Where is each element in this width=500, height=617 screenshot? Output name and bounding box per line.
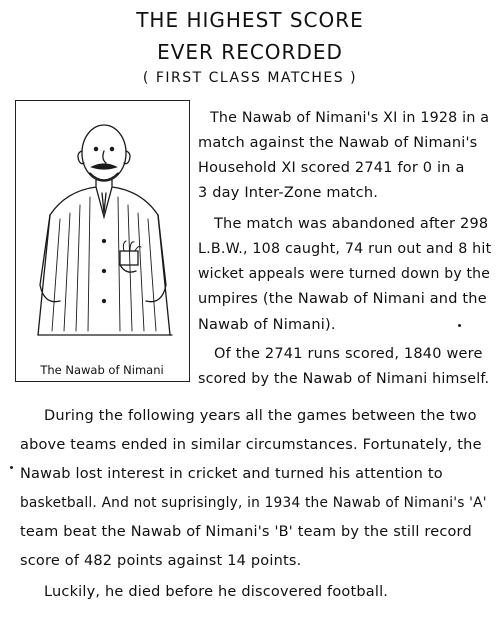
title-line-2: EVER RECORDED [157,40,343,64]
paragraph1-line-4: 3 day Inter-Zone match. [198,185,379,201]
paragraph2-line-1: The match was abandoned after 298 [214,216,489,232]
paragraph4-line-4: basketball. And not suprisingly, in 1934 the Nawab of Nimani's 'A' [20,495,487,511]
paragraph5-line-1: Luckily, he died before he discovered football. [44,584,389,600]
paragraph4-line-6: score of 482 points against 14 points. [20,553,302,569]
paragraph1-line-1: The Nawab of Nimani's XI in 1928 in a [210,110,490,126]
nawab-portrait-frame [15,100,190,382]
paragraph2-line-3: wicket appeals were turned down by the [198,266,491,282]
paragraph4-line-3: Nawab lost interest in cricket and turned his attention to [20,466,443,482]
paragraph4-line-5: team beat the Nawab of Nimani's 'B' team by the still record [20,524,472,540]
paragraph1-line-2: match against the Nawab of Nimani's [198,135,478,151]
ink-dot [458,324,461,327]
paragraph4-line-2: above teams ended in similar circumstances. Fortunately, the [20,437,482,453]
paragraph2-line-4: umpires (the Nawab of Nimani and the [198,291,487,307]
paragraph1-line-3: Household XI scored 2741 for 0 in a [198,160,465,176]
paragraph3-line-2: scored by the Nawab of Nimani himself. [198,371,490,387]
paragraph4-line-1: During the following years all the games between the two [44,408,477,424]
title-line-1: THE HIGHEST SCORE [136,8,364,32]
portrait-caption: The Nawab of Nimani [40,363,164,377]
ink-dot [10,466,13,469]
title-subtitle: ( FIRST CLASS MATCHES ) [142,70,358,86]
paragraph2-line-5: Nawab of Nimani). [198,317,336,333]
nawab-portrait-illustration [16,101,188,359]
paragraph2-line-2: L.B.W., 108 caught, 74 run out and 8 hit [198,241,492,257]
paragraph3-line-1: Of the 2741 runs scored, 1840 were [214,346,483,362]
